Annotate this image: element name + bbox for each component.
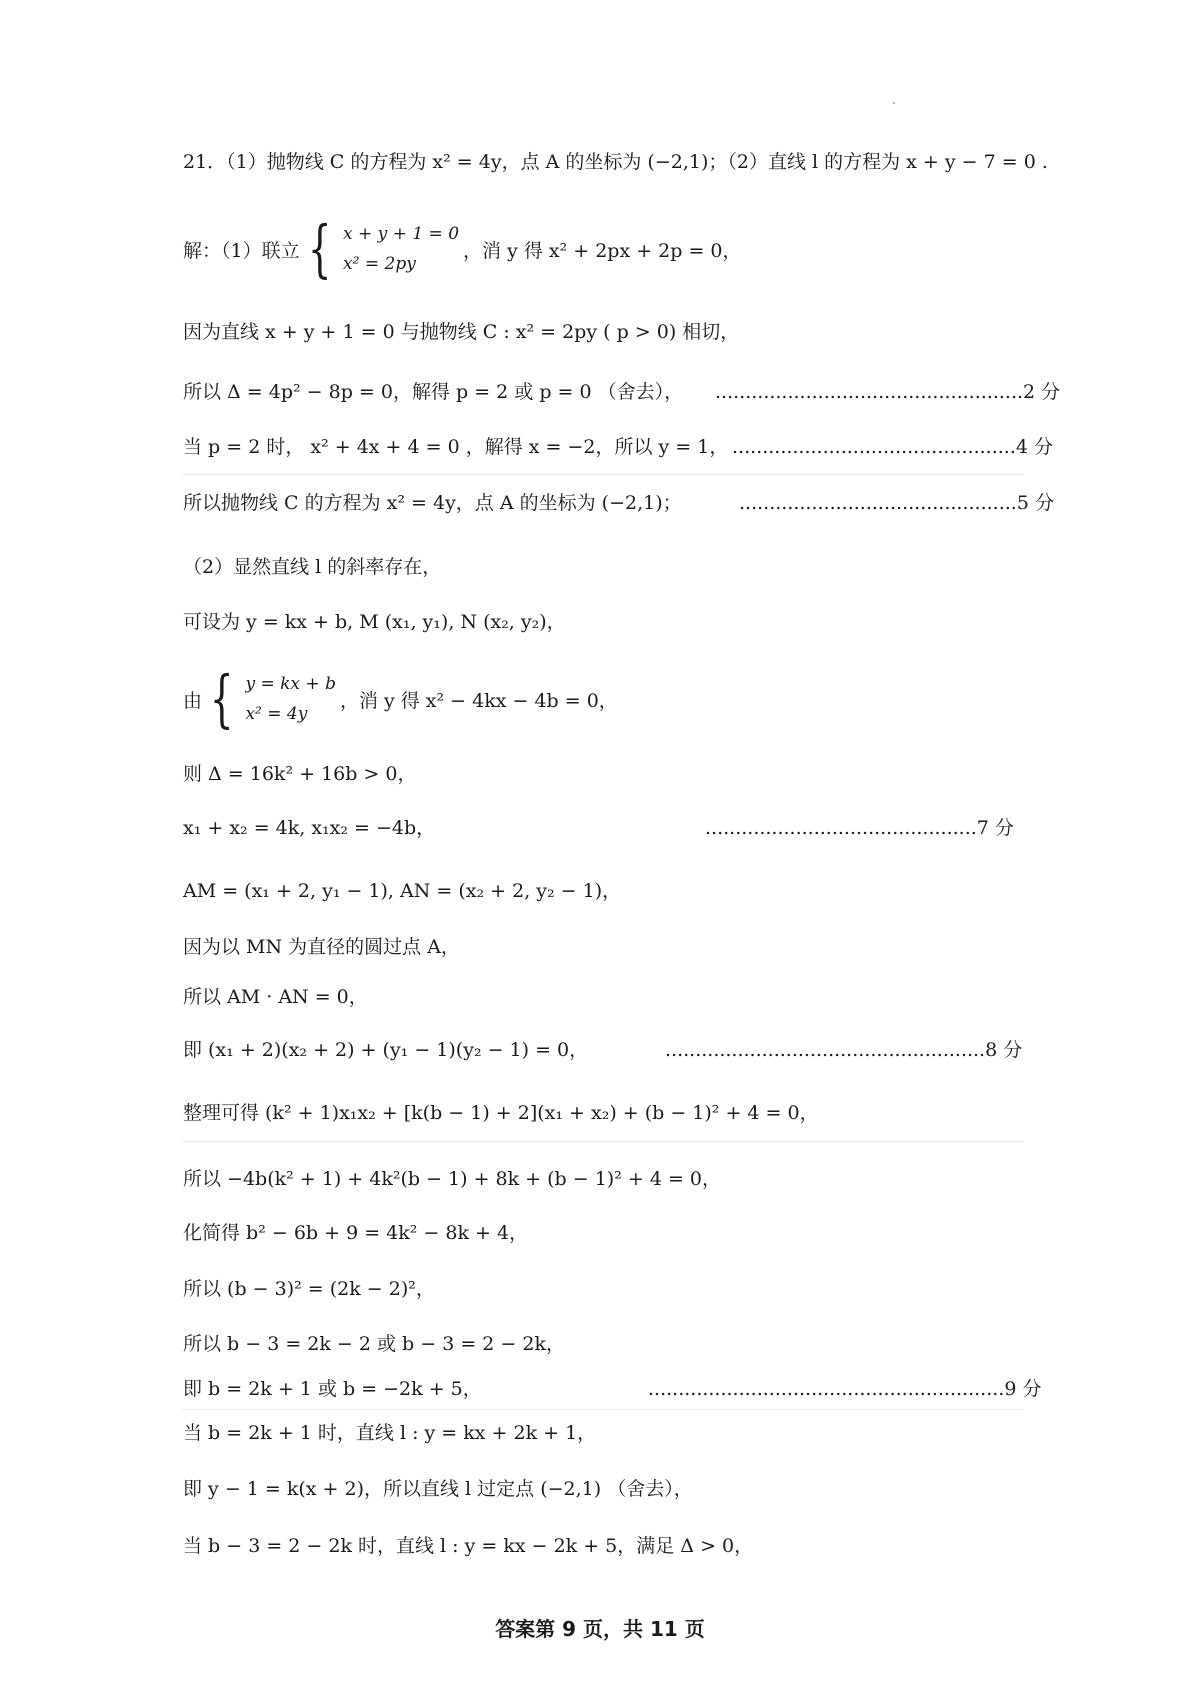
system-1-rows	[343, 219, 459, 279]
score-9: ...........................................................9 分	[648, 1378, 1042, 1400]
line-square: 所以 (b − 3)² = (2k − 2)²，	[183, 1278, 435, 1300]
stray-dot	[893, 102, 895, 104]
score-7: .............................................7 分	[705, 817, 1014, 839]
line-dot-product: 所以 AM · AN = 0，	[183, 986, 368, 1008]
system-2-suffix: ，消 y 得 x² − 4kx − 4b = 0，	[339, 689, 618, 712]
line-set-line: 可设为 y = kx + b, M (x₁, y₁), N (x₂, y₂)，	[183, 611, 566, 633]
system-2	[183, 662, 618, 735]
system-1-suffix: ，消 y 得 x² + 2px + 2p = 0，	[463, 239, 742, 262]
system-2-row-2: x² = 4y	[245, 704, 308, 724]
page-footer: 答案第 9 页，共 11 页	[495, 1617, 705, 1641]
line-case-2: 当 b − 3 = 2 − 2k 时，直线 l : y = kx − 2k + 5，满足 Δ > 0，	[183, 1535, 754, 1557]
score-4: ...............................................4 分	[732, 436, 1053, 458]
line-delta-2: 则 Δ = 16k² + 16b > 0，	[183, 763, 417, 785]
line-delta-1: 所以 Δ = 4p² − 8p = 0，解得 p = 2 或 p = 0 （舍去），	[183, 381, 684, 403]
system-1	[183, 212, 742, 285]
line-tangent: 因为直线 x + y + 1 = 0 与抛物线 C : x² = 2py ( p > 0) 相切，	[183, 321, 740, 343]
dotted-separator	[183, 1141, 1023, 1142]
system-1-row-1: x + y + 1 = 0	[343, 224, 460, 244]
line-vieta: x₁ + x₂ = 4k, x₁x₂ = −4b，	[183, 817, 436, 839]
line-result-1: 所以抛物线 C 的方程为 x² = 4y，点 A 的坐标为 (−2,1)；	[183, 492, 682, 514]
problem-header: 21．（1）抛物线 C 的方程为 x² = 4y，点 A 的坐标为 (−2,1)；（2）直线 l 的方程为 x + y − 7 = 0 .	[183, 151, 1048, 173]
part-2-intro: （2）显然直线 l 的斜率存在，	[183, 556, 442, 578]
system-2-prefix: 由	[183, 689, 203, 712]
dotted-separator	[183, 474, 1023, 475]
system-1-prefix: 解：（1）联立	[183, 239, 300, 262]
line-b-values: 即 b = 2k + 1 或 b = −2k + 5，	[183, 1378, 482, 1400]
line-organize: 整理可得 (k² + 1)x₁x₂ + [k(b − 1) + 2](x₁ + x₂) + (b − 1)² + 4 = 0，	[183, 1102, 819, 1124]
line-p-equals-2: 当 p = 2 时， x² + 4x + 4 = 0 ，解得 x = −2，所以 y = 1，	[183, 436, 729, 458]
line-vectors: AM = (x₁ + 2, y₁ − 1), AN = (x₂ + 2, y₂ − 1)，	[183, 880, 622, 902]
system-2-row-1: y = kx + b	[245, 674, 336, 694]
system-1-row-2: x² = 2py	[343, 254, 416, 274]
score-2: ...................................................2 分	[715, 381, 1061, 403]
score-8: .....................................................8 分	[665, 1039, 1023, 1061]
score-5: ..............................................5 分	[739, 492, 1054, 514]
line-circle: 因为以 MN 为直径的圆过点 A，	[183, 936, 460, 958]
line-simplify: 化简得 b² − 6b + 9 = 4k² − 8k + 4，	[183, 1222, 529, 1244]
left-brace-icon: {	[307, 212, 332, 285]
system-2-rows	[245, 669, 335, 729]
line-substitute: 所以 −4b(k² + 1) + 4k²(b − 1) + 8k + (b − 1)² + 4 = 0，	[183, 1168, 722, 1190]
line-expand: 即 (x₁ + 2)(x₂ + 2) + (y₁ − 1)(y₂ − 1) = 0，	[183, 1039, 589, 1061]
left-brace-icon: {	[209, 662, 234, 735]
dotted-separator	[183, 1409, 1023, 1410]
line-cases: 所以 b − 3 = 2k − 2 或 b − 3 = 2 − 2k，	[183, 1333, 565, 1355]
line-fixed-point: 即 y − 1 = k(x + 2)，所以直线 l 过定点 (−2,1) （舍去），	[183, 1478, 693, 1500]
line-case-1: 当 b = 2k + 1 时，直线 l : y = kx + 2k + 1，	[183, 1422, 597, 1444]
